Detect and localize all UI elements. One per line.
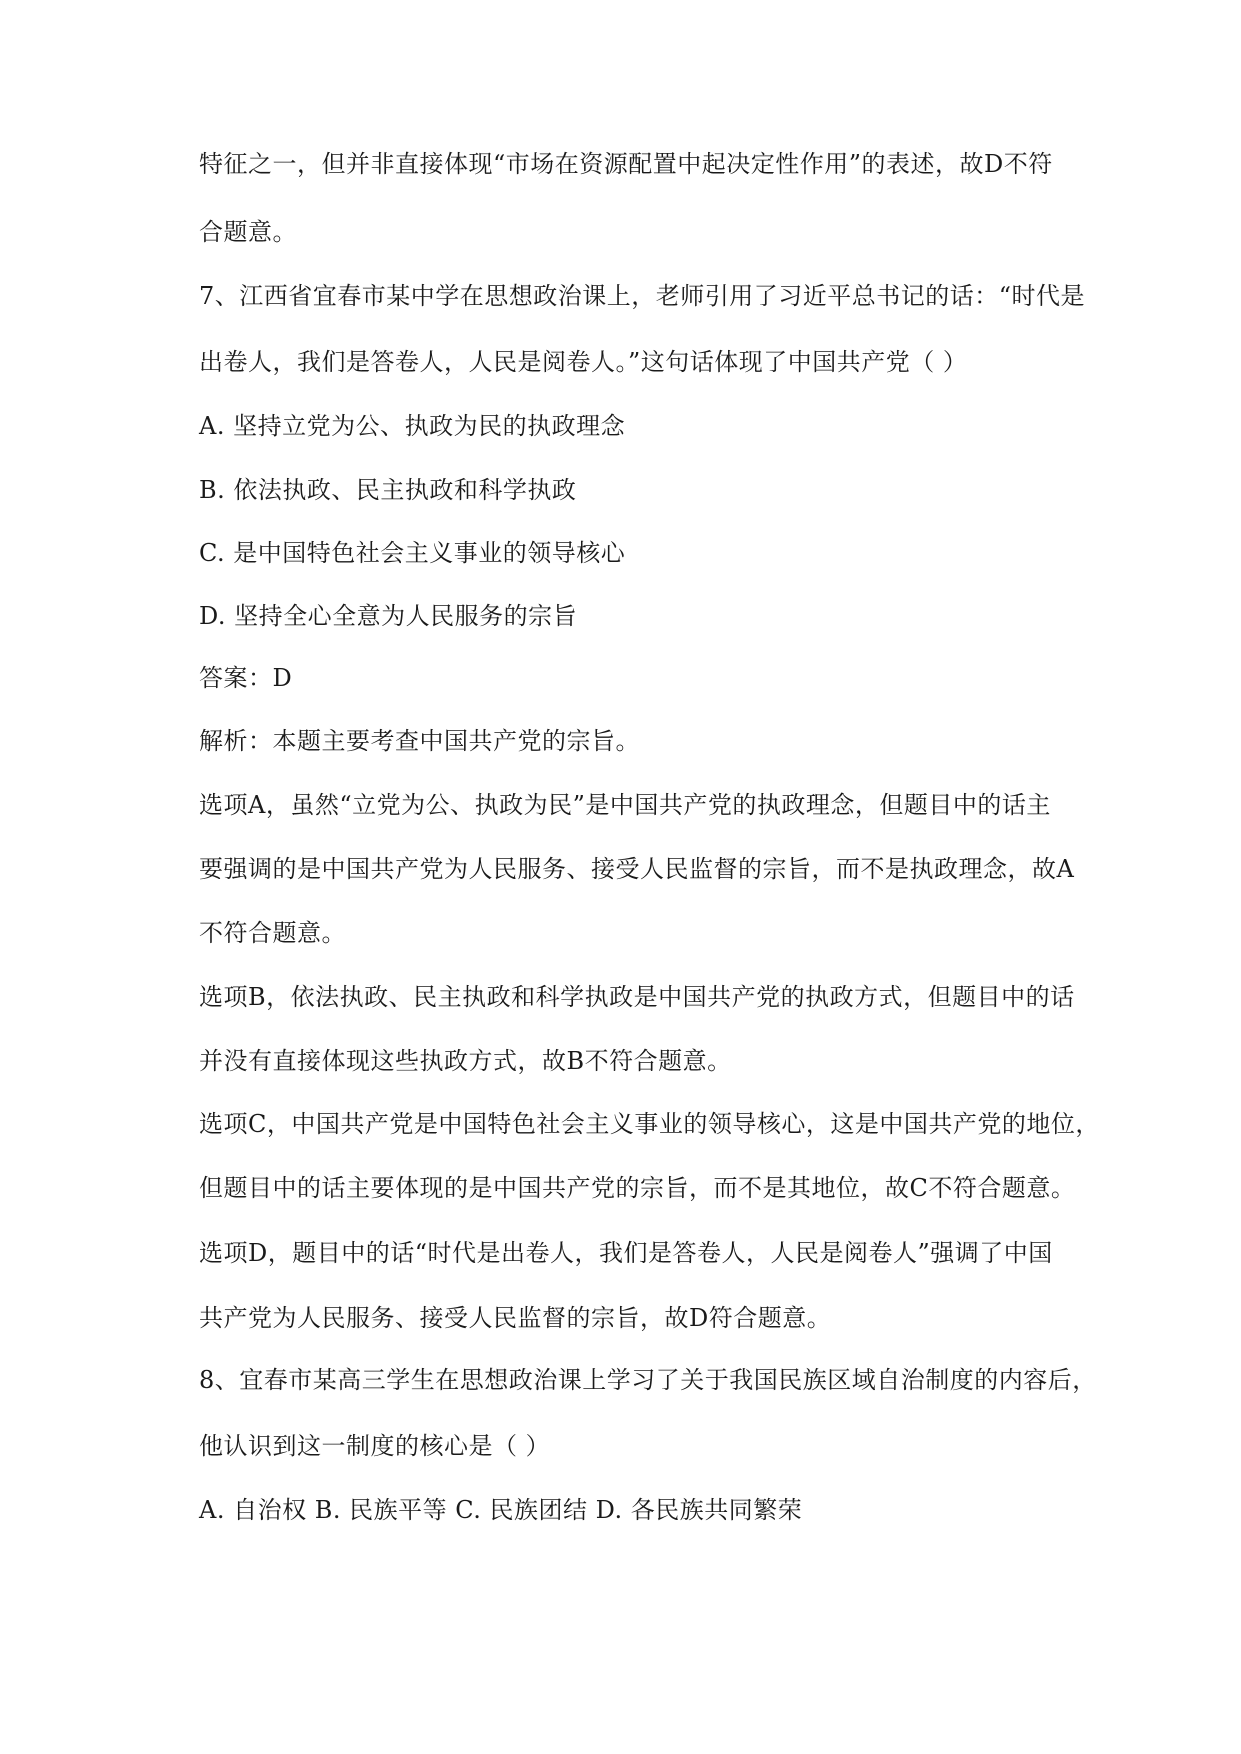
analysis-line: 选项B，依法执政、民主执政和科学执政是中国共产党的执政方式，但题目中的话: [199, 983, 1075, 1011]
text-line: 特征之一，但并非直接体现“市场在资源配置中起决定性作用”的表述，故D不符: [199, 150, 1053, 178]
analysis-line: 选项A，虽然“立党为公、执政为民”是中国共产党的执政理念，但题目中的话主: [199, 791, 1051, 819]
option-c: C. 是中国特色社会主义事业的领导核心: [199, 539, 626, 567]
text-line: 他认识到这一制度的核心是（ ）: [199, 1432, 551, 1460]
option-b: B. 依法执政、民主执政和科学执政: [199, 476, 577, 504]
analysis-line: 选项D，题目中的话“时代是出卷人，我们是答卷人，人民是阅卷人”强调了中国: [199, 1239, 1053, 1267]
analysis-line: 要强调的是中国共产党为人民服务、接受人民监督的宗旨，而不是执政理念，故A: [199, 855, 1075, 883]
question-8-stem: 8、宜春市某高三学生在思想政治课上学习了关于我国民族区域自治制度的内容后，: [199, 1366, 1097, 1394]
text-line: 出卷人，我们是答卷人，人民是阅卷人。”这句话体现了中国共产党（ ）: [199, 348, 968, 376]
question-8-options: A. 自治权 B. 民族平等 C. 民族团结 D. 各民族共同繁荣: [199, 1496, 803, 1524]
analysis-line: 不符合题意。: [199, 919, 346, 947]
analysis-line: 选项C，中国共产党是中国特色社会主义事业的领导核心，这是中国共产党的地位，: [199, 1110, 1100, 1138]
option-d: D. 坚持全心全意为人民服务的宗旨: [199, 602, 578, 630]
analysis-heading: 解析：本题主要考查中国共产党的宗旨。: [199, 727, 640, 755]
question-7-stem: 7、江西省宜春市某中学在思想政治课上，老师引用了习近平总书记的话：“时代是: [199, 282, 1086, 310]
option-a: A. 坚持立党为公、执政为民的执政理念: [199, 412, 626, 440]
analysis-line: 共产党为人民服务、接受人民监督的宗旨，故D符合题意。: [199, 1304, 832, 1332]
analysis-line: 并没有直接体现这些执政方式，故B不符合题意。: [199, 1047, 732, 1075]
text-line: 合题意。: [199, 218, 297, 246]
answer-line: 答案：D: [199, 664, 293, 692]
analysis-line: 但题目中的话主要体现的是中国共产党的宗旨，而不是其地位，故C不符合题意。: [199, 1174, 1076, 1202]
